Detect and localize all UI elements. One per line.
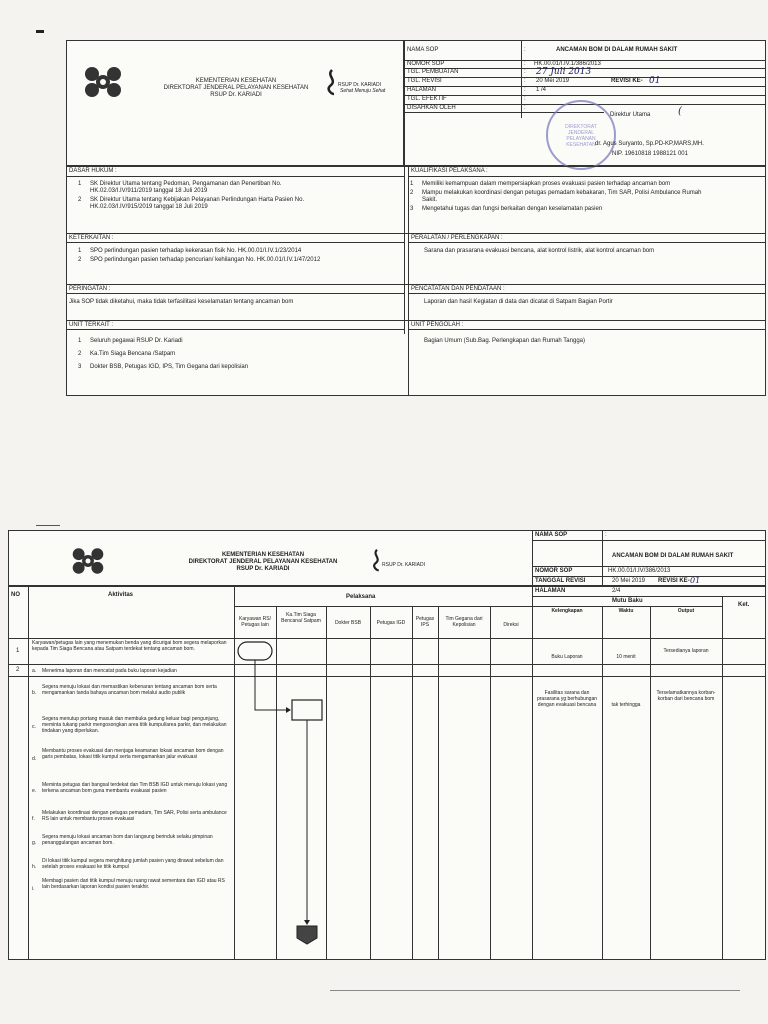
meta-value-nomor: HK.00.01/I.IV/386/2013 (608, 568, 671, 574)
meta-label-nama: NAMA SOP (535, 532, 568, 538)
activity-text: Di lokasi titik kumpul segera menghitung jumlah pasien yang dirawat sebelum dan setelah proses evakuasi ke titik kumpul (42, 858, 224, 870)
activity-text: Segera menutup portang masuk dan membuka gedung keluar bagi pengunjung, meminta tukang parkir mengosongkan area titik kumpul/area parkir, dan melakukan tindakan yang diperlukan. (42, 716, 227, 734)
meta-label-disahkan: DISAHKAN OLEH (407, 105, 456, 111)
peringatan-title: PERINGATAN : (69, 286, 111, 292)
col-header-ket: Ket. (738, 602, 750, 608)
dasar-hukum-title: DASAR HUKUM : (69, 168, 117, 174)
col-header-karyawan: Karyawan RS/ Petugas lain (239, 616, 271, 628)
meta-label-revisi: TANGGAL REVISI (535, 578, 586, 584)
meta-value-revisi: 20 Mei 2019 (536, 78, 570, 84)
pencatatan-text: Laporan dan hasil Kegiatan di data dan dicatat di Satpam Bagian Portir (424, 299, 613, 305)
row-kelengkapan: Fasilitas sarana dan prasarana yg berhubungan dengan evakuasi bencana (536, 690, 598, 708)
sop-title: ANCAMAN BOM DI DALAM RUMAH SAKIT (556, 47, 678, 53)
peralatan-text: Sarana dan prasarana evakuasi bencana, alat kontrol listrik, alat kontrol ancaman bom (424, 248, 655, 254)
keterkaitan-list (78, 248, 388, 266)
ministry-logo (68, 544, 108, 578)
ministry-logo (80, 62, 126, 102)
pencatatan-title: PENCATATAN DAN PENDATAAN : (411, 286, 505, 292)
activity-text: Melakukan koordinasi dengan petugas pemadam, Tim SAR, Polisi serta ambulance RS lain untuk membantu proses evakuasi (42, 810, 227, 822)
hospital-name: RSUP Dr. KARIADI (210, 92, 262, 98)
col-header-aktivitas: Aktivitas (108, 592, 134, 598)
col-header-mutu: Mutu Baku (612, 598, 643, 604)
col-header-direksi: Direksi (503, 622, 519, 628)
col-header-katim: Ka.Tim Siaga Bencana/ Satpam (281, 612, 321, 624)
scan-mark (36, 525, 60, 526)
arrow-icon (304, 920, 310, 925)
meta-label-efektif: TGL. EFEKTIF (407, 96, 447, 102)
kualifikasi-title: KUALIFIKASI PELAKSANA : (411, 168, 488, 174)
revisi-value: 01 (649, 76, 661, 86)
row-output: Tersedianya laporan (663, 648, 709, 654)
col-header-waktu: Waktu (618, 608, 634, 614)
meta-value-pembuatan: 27 Juli 2013 (536, 67, 592, 77)
unit-terkait-title: UNIT TERKAIT : (69, 322, 114, 328)
unit-pengolah-text: Bagian Umum (Sub.Bag. Perlengkapan dan Rumah Tangga) (424, 338, 585, 344)
list-item: 3 Mengetahui tugas dan fungsi berkaitan dengan keselamatan pasien (410, 206, 603, 212)
col-header-pelaksana: Pelaksana (346, 594, 376, 600)
hospital-name: RSUP Dr. KARIADI (236, 566, 290, 572)
sop-title: ANCAMAN BOM DI DALAM RUMAH SAKIT (612, 553, 734, 559)
ministry-name: KEMENTERIAN KESEHATAN (195, 78, 277, 84)
meta-label-nama: NAMA SOP (407, 47, 439, 53)
activity-text: Membagi pasien dari titik kumpul menuju ruang rawat sementara dan IGD atau RS lain berdasarkan laporan kondisi pasien terakhir. (42, 878, 225, 890)
ministry-name: KEMENTERIAN KESEHATAN (221, 552, 305, 558)
col-header-kelengkapan: Kelengkapan (551, 608, 583, 614)
meta-value-nomor: HK.00.01/I.IV.1/386/2013 (534, 61, 601, 67)
row-waktu: tak terhingga (611, 702, 641, 708)
list-item: 1 Memiliki kemampuan dalam mempersiapkan proses evakuasi pasien terhadap ancaman bom (410, 181, 671, 187)
list-item: 2 SPO perlindungan pasien terhadap pencurian/ kehilangan No. HK.00.01/I.IV.1/47/2012 (78, 257, 321, 263)
hospital-logo-tagline: Sehat Menuju Sehat (340, 88, 386, 94)
meta-label-nomor: NOMOR SOP (535, 568, 573, 574)
header-box (66, 40, 404, 166)
meta-value-halaman: 1 /4 (536, 87, 547, 93)
unit-pengolah-title: UNIT PENGOLAH : (411, 322, 464, 328)
activity-text: Membantu proses evakuasi dan menjaga keamanan lokasi ancaman bom dengan garis pembatas, lokasi titik kumpul serta mengamankan jalur evakuasi (42, 748, 224, 760)
directorate-name: DIREKTORAT JENDERAL PELAYANAN KESEHATAN (188, 559, 338, 565)
activity-text: Karyawan/petugas lain yang menemukan benda yang dicurigai bom segera melaporkan kepada Tim Siaga Bencana atau Satpam terdekat tentang ancaman bom. (32, 640, 227, 652)
keterkaitan-title: KETERKAITAN : (69, 235, 114, 241)
hospital-logo-text: RSUP Dr. KARIADI (338, 82, 381, 88)
kualifikasi-list (410, 181, 706, 215)
col-header-output: Output (677, 608, 695, 614)
hospital-logo (370, 548, 440, 578)
peringatan-text: Jika SOP tidak diketahui, maka tidak terfasilitasi keselamatan tentang ancaman bom (69, 299, 294, 305)
signature: ( (678, 106, 682, 117)
row-number: 2 (16, 667, 20, 673)
col-header-no: NO (11, 592, 20, 598)
list-item: 1 SK Direktur Utama tentang Pedoman, Pengamanan dan Penertiban No. HK.02.03/I.IV/911/2019 tanggal 18 Juli 2019 (78, 181, 282, 194)
meta-label-nomor: NOMOR SOP (407, 61, 445, 67)
revisi-value: 01 (690, 576, 701, 585)
official-stamp: DIREKTORAT JENDERAL PELAYANAN KESEHATAN (546, 100, 616, 170)
flowchart (234, 638, 354, 948)
process-box (292, 700, 322, 720)
meta-label-halaman: HALAMAN (407, 87, 437, 93)
meta-value-halaman: 2/4 (612, 588, 621, 594)
scan-mark (36, 30, 44, 33)
row-number: 1 (16, 648, 20, 654)
activity-text: Menerima laporan dan mencatat pada buku laporan kejadian (42, 668, 177, 674)
peralatan-title: PERALATAN / PERLENGKAPAN : (411, 235, 503, 241)
hospital-logo (324, 68, 394, 98)
list-item: 2 SK Direktur Utama tentang Kebijakan Pelayanan Perlindungan Harta Pasien No. HK.02.03/I.IV/915/2019 tanggal 18 Juli 2019 (78, 197, 305, 210)
row-output: Terselamatkannya korban-korban dari bencana bom (656, 690, 716, 702)
revisi-label: REVISI KE- (658, 578, 690, 584)
col-header-igd: Petugas IGD (376, 620, 406, 626)
meta-value-revisi: 20 Mei 2019 (612, 578, 646, 584)
list-item: 3 Dokter BSB, Petugas IGD, IPS, Tim Gegana dari kepolisian (78, 364, 249, 370)
end-connector (297, 926, 317, 944)
activity-text: Segera menuju lokasi dan memastikan kebenaran tentang ancaman bom serta mengamankan tanda bahaya ancaman bom melalui audio publik (42, 684, 217, 696)
dasar-hukum-list (78, 181, 318, 213)
start-terminator (238, 642, 272, 660)
list-item: 2 Ka.Tim Siaga Bencana /Satpam (78, 351, 176, 357)
sop-page-1: KEMENTERIAN KESEHATAN DIREKTORAT JENDERAL PELAYANAN KESEHATAN RSUP Dr. KARIADI RSUP Dr. KARIADI Sehat Menuju Sehat NAMA SOP : ANCAMAN BOM DI DALAM RUMAH SAKIT NOMOR SOP : HK.00.01/I.IV.1/386/2013 TGL. PEMBUATAN : 27 Juli 2013 TGL. REVISI : 20 Mei 2019 REVISI KE- 01 HALAMAN : 1 /4 TGL. EFEKTIF : DISAHKAN OLEH : DIREKTORAT JENDERAL PELAYANAN KESEHATAN Direktur Utama ( dr. Agus Suryanto, Sp.PD-KP,MARS,MH. NIP. 19610818 1988121 001 DASAR HUKUM : 1 SK Direktur Utama tentang Pedoman, Pengamanan dan Penertiban No. HK.02.03/I.IV/911/2019 tanggal 18 Juli 2019 2 SK Direktur Utama tentang Kebijakan Pelayanan Perlindungan Harta Pasien No. HK.02.03/I.IV/915/2019 tanggal 18 Juli 2019 KUALIFIKASI PELAKSANA : 1 Memiliki kemampuan dalam mempersiapkan proses evakuasi pasien terhadap ancaman bom 2 Mampu melakukan koordinasi dengan petugas pemadam kebakaran, Tim SAR, Polisi Ambulance Rumah Sakit. 3 Mengetahui tugas dan fungsi berkaitan dengan keselamatan pasien KETERKAITAN : 1 SPO perlindungan pasien terhadap kekerasan fisik No. HK.00.01/I.IV.1/23/2014 2 SPO perlindungan pasien terhadap pencurian/ kehilangan No. HK.00.01/I.IV.1/47/2012 PERALATAN / PERLENGKAPAN : Sarana dan prasarana evakuasi bencana, alat kontrol listrik, alat kontrol ancaman bom PERINGATAN : Jika SOP tidak diketahui, maka tidak terfasilitasi keselamatan tentang ancaman bom PENCATATAN DAN PENDATAAN : Laporan dan hasil Kegiatan di data dan dicatat di Satpam Bagian Portir UNIT TERKAIT : 1 Seluruh pegawai RSUP Dr. Kariadi 2 Ka.Tim Siaga Bencana /Satpam 3 Dokter BSB, Petugas IGD, IPS, Tim Gegana dari kepolisian UNIT PENGOLAH : Bagian Umum (Sub.Bag. Perlengkapan dan Rumah Tangga) (66, 40, 766, 396)
hospital-logo-text: RSUP Dr. KARIADI (382, 562, 425, 568)
signer-nip: NIP. 19610818 1988121 001 (612, 151, 688, 157)
row-waktu: 10 menit (616, 654, 636, 660)
signer-name: dr. Agus Suryanto, Sp.PD-KP,MARS,MH. (595, 141, 704, 147)
list-item: 2 Mampu melakukan koordinasi dengan petugas pemadam kebakaran, Tim SAR, Polisi Ambulance Rumah Sakit. (410, 190, 702, 203)
row-kelengkapan: Buku Laporan (551, 654, 583, 660)
list-item: 1 Seluruh pegawai RSUP Dr. Kariadi (78, 338, 183, 344)
col-header-ips: Petugas IPS (415, 616, 435, 628)
activity-text: Meminta petugas dari bangsal terdekat dan Tim BSB IGD untuk menuju lokasi yang terkena ancaman bom guna membantu evakuasi pasien (42, 782, 228, 794)
flow-line (255, 660, 286, 710)
meta-label-pembuatan: TGL. PEMBUATAN (407, 69, 459, 75)
col-header-dokter: Dokter BSB (334, 620, 362, 626)
meta-label-halaman: HALAMAN (535, 588, 566, 594)
col-header-gegana: Tim Gegana dari Kepolisian (445, 616, 483, 628)
arrow-icon (286, 707, 291, 713)
sop-page-2: KEMENTERIAN KESEHATAN DIREKTORAT JENDERAL PELAYANAN KESEHATAN RSUP Dr. KARIADI RSUP Dr. KARIADI NAMA SOP : ANCAMAN BOM DI DALAM RUMAH SAKIT NOMOR SOP HK.00.01/I.IV/386/2013 TANGGAL REVISI 20 Mei 2019 REVISI KE- 01 HALAMAN 2/4 NO Aktivitas Pelaksana Mutu Baku Ket. Karyawan RS/ Petugas lain Ka.Tim Siaga Bencana/ Satpam Dokter BSB Petugas IGD Petugas IPS Tim Gegana dari Kepolisian Direksi Kelengkapan Waktu Output 1 Karyawan/petugas lain yang menemukan benda yang dicurigai bom segera melaporkan kepada Tim Siaga Bencana atau Satpam terdekat tentang ancaman bom. Buku Laporan 10 menit Tersedianya laporan 2 a. Menerima laporan dan mencatat pada buku laporan kejadian b. Segera menuju lokasi dan memastikan kebenaran tentang ancaman bom serta mengamankan tanda bahaya ancaman bom melalui audio publik Fasilitas sarana dan prasarana yg berhubungan dengan evakuasi bencana tak terhingga Terselamatkannya korban-korban dari bencana bom c. Segera menutup portang masuk dan membuka gedung keluar bagi pengunjung, meminta tukang parkir mengosongkan area titik kumpul/area parkir, dan melakukan tindakan yang diperlukan. d. Membantu proses evakuasi dan menjaga keamanan lokasi ancaman bom dengan garis pembatas, lokasi titik kumpul serta mengamankan jalur evakuasi e. Meminta petugas dari bangsal terdekat dan Tim BSB IGD untuk menuju lokasi yang terkena ancaman bom guna membantu evakuasi pasien f. Melakukan koordinasi dengan petugas pemadam, Tim SAR, Polisi serta ambulance RS lain untuk membantu proses evakuasi g. Segera menuju lokasi ancaman bom dan langsung berinduk selaku pimpinan penanggulangan ancaman bom. h. Di lokasi titik kumpul segera menghitung jumlah pasien yang dirawat sebelum dan setelah proses evakuasi ke titik kumpul i. Membagi pasien dari titik kumpul menuju ruang rawat sementara dan IGD atau RS lain berdasarkan laporan kondisi pasien terakhir. (8, 530, 766, 960)
directorate-name: DIREKTORAT JENDERAL PELAYANAN KESEHATAN (163, 85, 309, 91)
signer-role: Direktur Utama (610, 112, 651, 118)
list-item: 1 SPO perlindungan pasien terhadap kekerasan fisik No. HK.00.01/I.IV.1/23/2014 (78, 248, 302, 254)
unit-terkait-list (78, 338, 388, 373)
revisi-label: REVISI KE- (611, 78, 643, 84)
activity-text: Segera menuju lokasi ancaman bom dan langsung berinduk selaku pimpinan penanggulangan ancaman bom. (42, 834, 213, 846)
meta-label-revisi: TGL. REVISI (407, 78, 442, 84)
scan-mark (330, 990, 740, 991)
